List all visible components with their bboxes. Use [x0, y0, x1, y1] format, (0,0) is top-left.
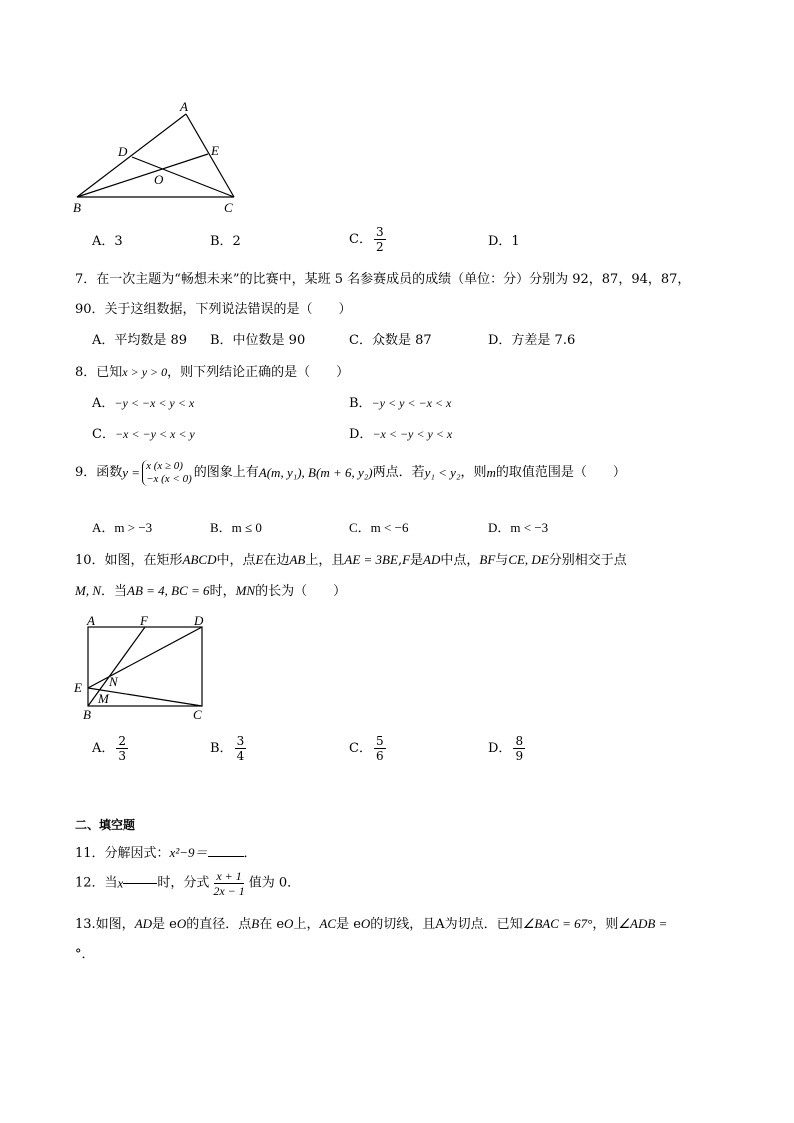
q10-stem-line1: 10．如图，在矩形ABCD中，点E在边AB上，且AE = 3BE,F是AD中点，BF与CE, DE分别相交于点 [75, 552, 627, 568]
q10-option-d: D． $\frac{8}{9}$ [488, 734, 524, 763]
q8-stem: 8．已知x > y > 0，则下列结论正确的是（ ） [75, 365, 350, 380]
label-B2: B [83, 707, 91, 722]
label-A: A [180, 99, 188, 114]
q9-option-d: D．m < −3 [488, 520, 549, 535]
label-O: O [154, 172, 164, 187]
q9-stem: 9．函数y = x (x ≥ 0) −x (x < 0) 的图象上有A(m, y₁), B(m + 6, y₂)两点．若y₁ < y₂，则m的取值范围是（ ） [75, 460, 626, 485]
q9-option-c: C．m < −6 [349, 520, 409, 535]
q11: 11．分解因式：x²−9＝ ． [75, 845, 257, 861]
q10-option-a: A． $\frac{2}{3}$ [92, 734, 127, 763]
triangle-figure [68, 98, 248, 218]
q6-option-d: D．1 [488, 234, 520, 249]
q10-option-c: C． $\frac{5}{6}$ [349, 734, 384, 763]
q7-option-a: A．平均数是 89 [92, 333, 188, 348]
section-title: 二、填空题 [75, 818, 136, 832]
label-E: E [211, 143, 219, 158]
q7-stem-line2: 90．关于这组数据，下列说法错误的是（ ） [75, 302, 352, 317]
q6-option-c: C． $\frac{3}{2}$ [349, 225, 384, 254]
q9-option-b: B．m ≤ 0 [210, 520, 262, 535]
q7-stem-line1: 7．在一次主题为“畅想未来”的比赛中，某班 5 名参赛成员的成绩（单位：分）分别为 92，87，94，87， [75, 272, 691, 287]
q13-line1: 13.如图，AD是 eO的直径．点B在 eO上，AC是 eO的切线，且A为切点．已知∠BAC = 67°，则∠ADB = [75, 916, 668, 932]
q7-option-b: B．中位数是 90 [210, 333, 306, 348]
q6-option-b: B．2 [210, 234, 241, 249]
piecewise-brace: x (x ≥ 0) −x (x < 0) [142, 460, 192, 486]
q8-option-b: B．−y < y < −x < x [349, 396, 452, 411]
q11-blank[interactable] [208, 856, 244, 857]
label-M: M [98, 691, 109, 706]
q8-option-a: A．−y < −x < y < x [92, 396, 195, 411]
label-D2: D [194, 613, 204, 628]
q13-line2: °． [75, 947, 95, 962]
rectangle-figure [72, 612, 222, 724]
label-C2: C [193, 707, 202, 722]
q12: 12．当x 时，分式 $\frac{x + 1}{2x - 1}$ 值为 0． [75, 869, 301, 898]
q8-option-c: C．−x < −y < x < y [92, 427, 195, 442]
label-E2: E [74, 680, 82, 695]
q7-option-d: D．方差是 7.6 [488, 333, 576, 348]
q10-stem-line2: M, N．当AB = 4, BC = 6时，MN的长为（ ） [75, 583, 347, 599]
q8-option-d: D．−x < −y < y < x [349, 427, 453, 442]
q10-option-b: B． $\frac{3}{4}$ [210, 734, 245, 763]
label-A2: A [87, 613, 95, 628]
label-B: B [73, 200, 81, 215]
q7-option-c: C．众数是 87 [349, 333, 432, 348]
label-F: F [140, 613, 148, 628]
q6-option-a: A．3 [92, 234, 123, 249]
label-D: D [118, 144, 128, 159]
label-C: C [224, 200, 233, 215]
q12-blank[interactable] [123, 883, 157, 884]
label-N: N [109, 674, 118, 689]
q9-option-a: A．m > −3 [92, 520, 153, 535]
